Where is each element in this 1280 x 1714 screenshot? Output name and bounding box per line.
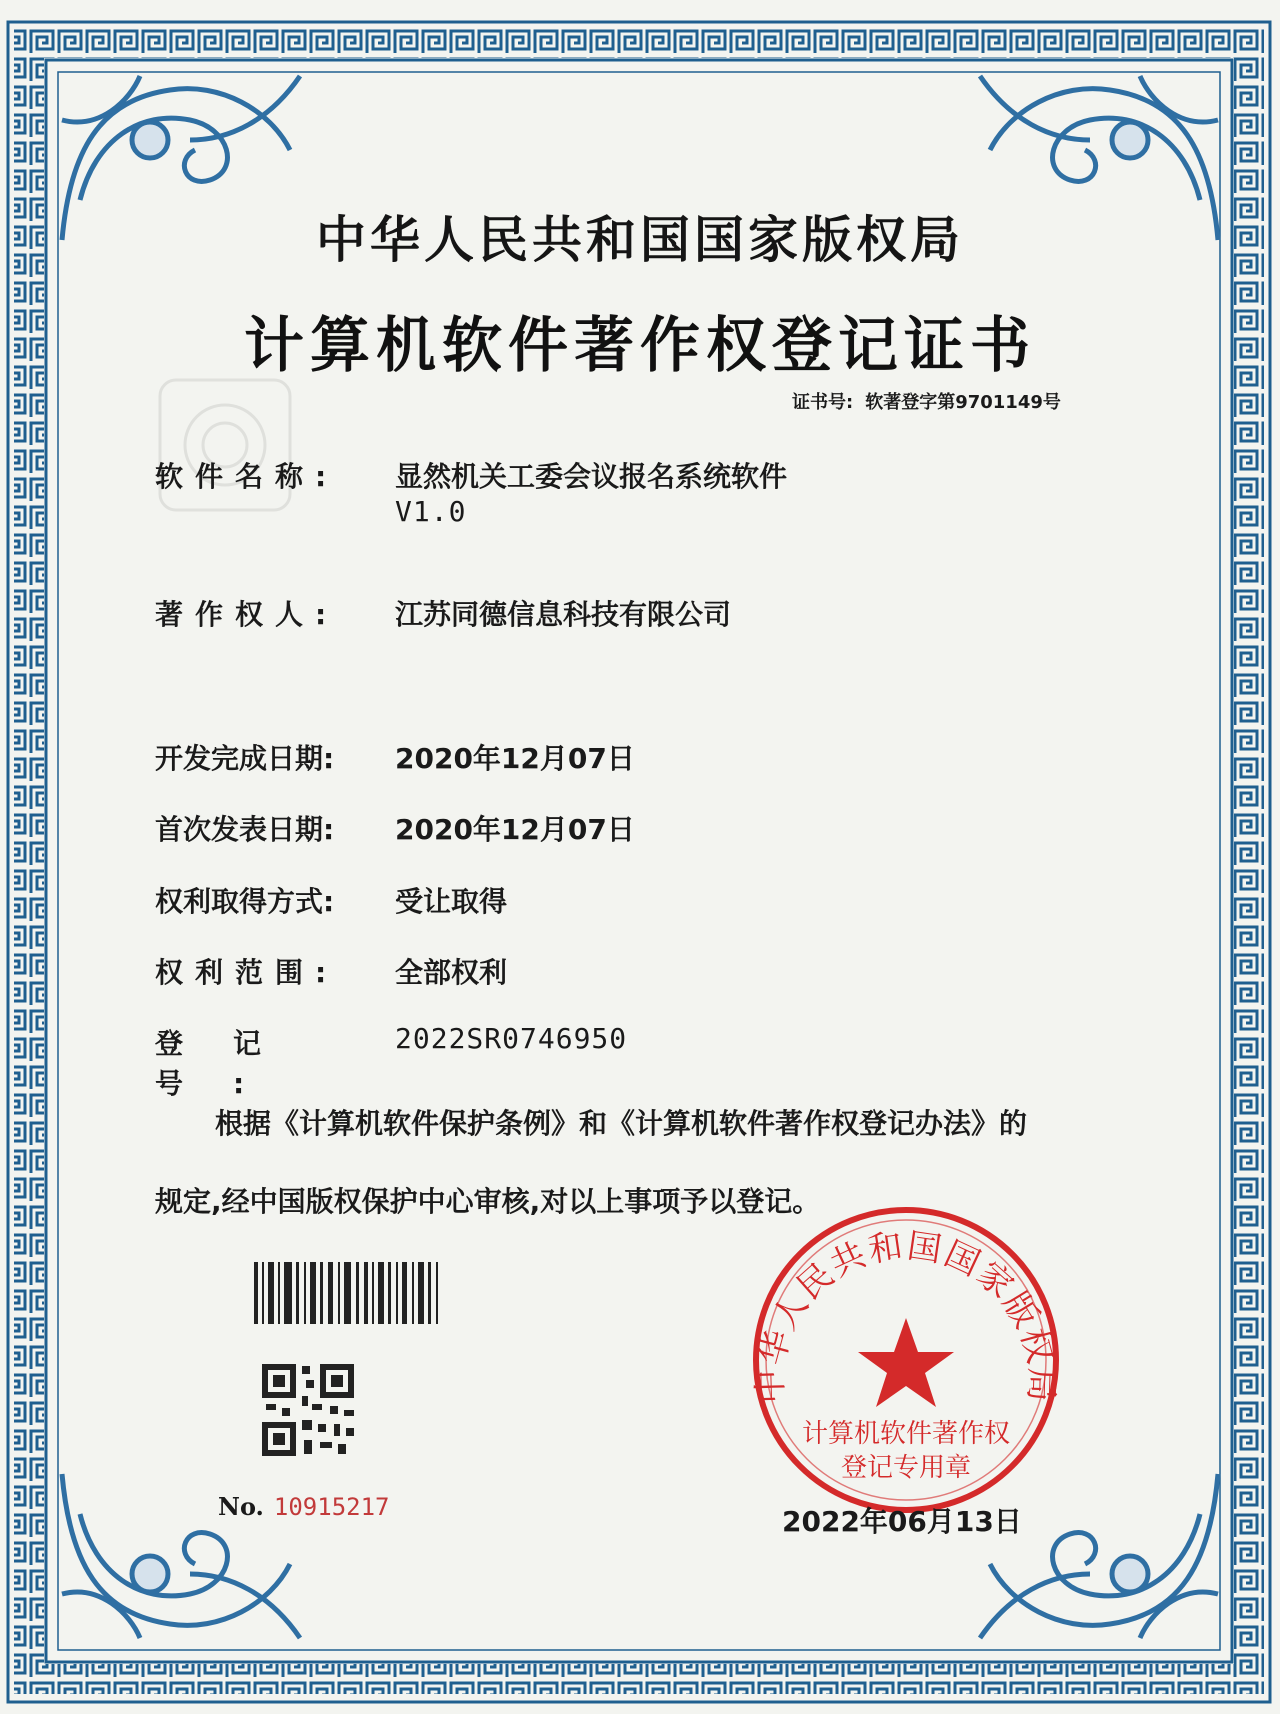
field-value: 显然机关工委会议报名系统软件 xyxy=(395,460,788,493)
corner-ornament-bottom-right xyxy=(980,1474,1218,1638)
field-label: 著作权人: xyxy=(155,598,339,631)
statement-line-2: 规定,经中国版权保护中心审核,对以上事项予以登记。 xyxy=(155,1185,821,1218)
field-value: 全部权利 xyxy=(395,956,508,989)
field-value: 江苏同德信息科技有限公司 xyxy=(395,598,732,631)
field-completion-date xyxy=(155,737,635,777)
field-value: 受让取得 xyxy=(395,885,508,918)
certificate-title: 计算机软件著作权登记证书 xyxy=(244,311,1036,381)
authority-title: 中华人民共和国国家版权局 xyxy=(316,210,964,269)
certificate-number-label: 证书号: xyxy=(792,392,854,413)
field-label: 开发完成日期: xyxy=(155,742,335,775)
official-seal xyxy=(756,1210,1056,1510)
field-label: 权利取得方式: xyxy=(155,885,335,918)
serial-value: 10915217 xyxy=(273,1493,390,1521)
field-value: 2020年12月07日 xyxy=(395,742,635,775)
field-value: 2020年12月07日 xyxy=(395,813,635,846)
barcode xyxy=(254,1262,438,1324)
field-acquisition-method xyxy=(155,880,508,920)
registration-statement xyxy=(155,1085,1145,1241)
field-label: 软件名称: xyxy=(155,460,339,493)
field-label: 权利范围: xyxy=(155,956,339,989)
certificate-number xyxy=(792,388,1061,414)
field-value-version: V1.0 xyxy=(395,495,467,528)
issue-date: 2022年06月13日 xyxy=(782,1505,1022,1538)
seal-line-2: 登记专用章 xyxy=(840,1453,972,1483)
qr-code xyxy=(262,1364,354,1456)
field-rights-scope xyxy=(155,951,508,991)
certificate-number-value: 软著登字第9701149号 xyxy=(865,392,1061,413)
statement-line-1: 根据《计算机软件保护条例》和《计算机软件著作权登记办法》的 xyxy=(215,1107,1028,1140)
seal-line-1: 计算机软件著作权 xyxy=(801,1419,1011,1449)
field-publication-date xyxy=(155,808,635,848)
seal-ring-text: 中华人民共和国国家版权局 xyxy=(750,1225,1062,1405)
field-software-name xyxy=(155,455,788,528)
field-label: 登记号: xyxy=(155,1027,312,1100)
field-label: 首次发表日期: xyxy=(155,813,335,846)
serial-number xyxy=(218,1492,389,1521)
serial-prefix: No. xyxy=(218,1492,264,1521)
field-value: 2022SR0746950 xyxy=(395,1022,628,1055)
field-copyright-owner xyxy=(155,593,732,633)
